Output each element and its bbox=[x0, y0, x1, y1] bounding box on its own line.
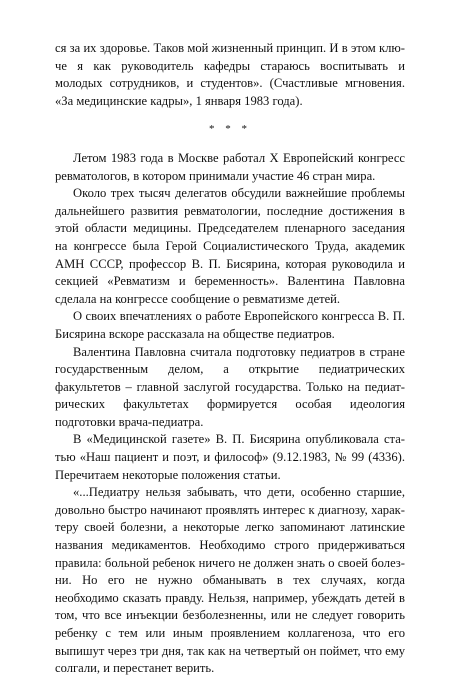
paragraph-delegates: Около трех тысяч делегатов обсудили важнейшие проблемы дальнейшего развития ревматологии, последние достижения в этой области медицины. Председателем пленарного заседания на конгрессе была Герой Социалистического Труда, академик АМН СССР, профессор В. П. Бисярина, которая руководила и секцией «Ревматизм и беременность». Валентина Павловна сделала на конгрессе сообщение о ревматизме детей. bbox=[55, 186, 405, 306]
paragraph-impressions: О своих впечатлениях о работе Европейского конгресса В. П. Бисярина вскоре рассказала на обществе педиатров. bbox=[55, 309, 405, 341]
section-separator: * * * bbox=[209, 123, 251, 136]
paragraph-training: Валентина Павловна считала подготовку педиатров в стране государственным делом, а открытие педиатрических факультетов – главной заслугой государства. Только на педиатрических факультетах формируется особая идеология подготовки врача-педиатра. bbox=[55, 344, 405, 429]
paragraph-continued: ся за их здоровье. Таков мой жизненный принцип. И в этом ключе я как руководитель кафедры стараюсь воспитывать и молодых сотрудников, и студентов». (Счастливые мгновения. «За медицинские кадры», 1 января 1983 года). bbox=[55, 41, 405, 108]
paragraph-quote: «...Педиатру нельзя забывать, что дети, особенно старшие, довольно быстро начинают проявлять интерес к диагнозу, характеру своей болезни, а некоторые легко запоминают латинские названия медикаментов. Необходимо строго придерживаться правила: больной ребенок ничего не должен знать о своей болезни. Но его не нужно обманывать в тех случаях, когда необходимо сказать правду. Нельзя, например, убеждать детей в том, что все инъекции безболезненны, или не следует говорить ребенку с тем или иным проявлением коллагеноза, что его выпишут через три дня, так как на четвертый он поймет, что ему солгали, и перестанет верить. bbox=[55, 485, 405, 676]
document-page bbox=[55, 40, 405, 678]
paragraph-article: В «Медицинской газете» В. П. Бисярина опубликовала статью «Наш пациент и поэт, и философ» (9.12.1983, № 99 (4336). Перечитаем некоторые положения статьи. bbox=[55, 432, 405, 482]
paragraph-congress: Летом 1983 года в Москве работал X Европейский конгресс ревматологов, в котором принимали участие 46 стран мира. bbox=[55, 150, 405, 183]
